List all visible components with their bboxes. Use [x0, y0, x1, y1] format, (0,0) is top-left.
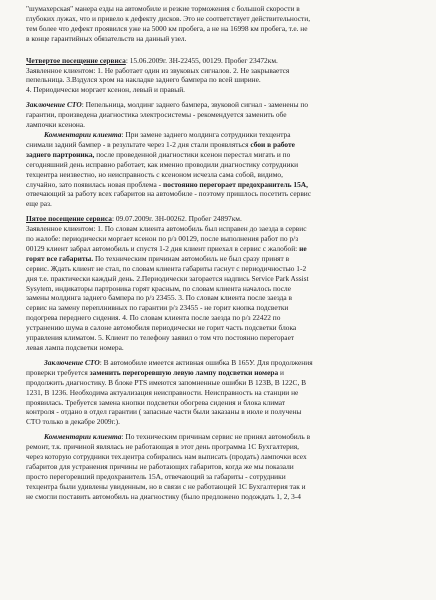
text-line: гарантии, произведена диагностика электросистемы - рекомендуется заменить обе [26, 110, 287, 120]
visit-details: : 15.06.2009г. ЗН-22455, 00129. Пробег 23472км. [125, 55, 278, 65]
text-line: техцентра неизвестно, но неисправность с ксеноном исчезла сама собой, видимо, [26, 169, 283, 179]
text-line: контроля - отдано в отдел гарантии ( запасные части были заказаны в июле и получены [26, 407, 302, 417]
text-line: управления климатом. 5. Клиент по телефону заявил о том что постоянно перегорает [26, 333, 295, 343]
text-line: глубоких лужах, что и привело к дефекту дисков. Это не соответствует действительности, [26, 13, 311, 23]
comments-label: Комментарии клиента [44, 129, 122, 139]
text-line: лампочки ксенона. [26, 120, 86, 130]
text-line: Sysytem, индикаторы партроника горят красным, по словам клиента началось после [26, 283, 292, 293]
comments-label: Комментарии клиента [44, 432, 122, 442]
text-line: устранению шума в салоне автомобиля периодически не горит часть подсветки блока [26, 323, 297, 333]
client-comments-2 [26, 432, 416, 501]
service-conclusion-2 [26, 358, 416, 427]
text-line: по жалобе: периодически моргает ксенон по р/з 00129, после выполнения работ по р/з [26, 234, 299, 244]
text-line: : При замене заднего молдинга сотрудники техцентра [121, 129, 291, 139]
text-line: проявилась. Требуется замена кнопки подсветки обогрева сидения и блока климат [26, 397, 286, 407]
text-line: отвечающий за работу всех габаритов на автомобиле - поэтому пришлось посетить сервис [26, 189, 312, 199]
text-line: сервис на замену переплнивных по гарантии р/з 23455 - не горит кнопка подсветки [26, 303, 289, 313]
emphasis-text: заднего партроника, [26, 149, 95, 159]
text-line: СТО только в декабре 2009г.). [26, 417, 120, 427]
emphasis-text: не [299, 243, 307, 253]
text-line: снимали задний бампер - в результате через 1-2 дня стали проявляться [26, 139, 251, 149]
emphasis-text: заменить перегоревшую левую лампу подсветки номера [89, 367, 279, 377]
text-line: Заявленное клиентом: 1. Не работает один из звуковых сигналов. 2. Не закрывается [26, 65, 290, 75]
text-line: случайно, зато появилась новая проблема - [26, 179, 163, 189]
text-line: в конце гарантийных обязательств на данный узел. [26, 33, 187, 43]
text-line: ремонт, т.к. причиной являлась не работающая в этот день программа 1С Бухгалтерия, [26, 442, 300, 452]
fourth-visit-section [26, 56, 416, 96]
visit-details: : 09.07.2009г. ЗН-00262. Пробег 24897км. [111, 214, 242, 224]
intro-paragraph [26, 4, 416, 44]
emphasis-text: горят все габариты. [26, 253, 94, 263]
text-line: 00129 клиент забрал автомобиль и спустя 1-2 дня клиент приехал в сервис с жалобой: [26, 243, 300, 253]
text-line: просто перегоревший предохранитель 15А, отвечающий за габариты - сотрудники [26, 471, 286, 481]
text-line: еще раз. [26, 199, 52, 209]
text-line: после проведенной диагностики ксенон перестал мигать и по [94, 149, 291, 159]
text-line: "шумахерская" манера езды на автомобиле и резкие торможения с большой скорости в [26, 4, 300, 13]
emphasis-text: постоянно перегорает предохранитель 15А, [163, 179, 308, 189]
text-line: сегодняшний день исправно работает, как именно проводили диагностику сотрудники [26, 159, 299, 169]
text-line: 4. Периодически моргает ксенон, левый и правый. [26, 85, 186, 95]
text-line: : Пепельница, молдинг заднего бампера, звуковой сигнал - заменены по [81, 100, 309, 110]
fifth-visit-section [26, 214, 416, 353]
text-line: : В автомобиле имеется активная ошибка В 165У. Для продолжения [99, 357, 313, 367]
text-line: 1231, В 1236. Необходима актуализация неисправности. Неисправность на станции не [26, 387, 299, 397]
text-line: габаритов для устранения причины не работающих габаритов, когда же мы показали [26, 461, 294, 471]
text-line: техцентра были удивлены увиденным, но в связи с не работающей 1С Бухгалтерия так и [26, 481, 306, 491]
client-comments-1 [26, 130, 416, 209]
text-line: замены молдинга заднего бампера по р/з 23455. 3. По словам клиента после заезда в [26, 293, 292, 303]
text-line: продолжить диагностику. В блоке PTS имеются запомненные ошибки В 123В, В 122С, В [26, 377, 307, 387]
text-line: подогрева переднего сидения. 4. По словам клиента после заезда по р/з 22422 по [26, 313, 281, 323]
text-line: сервис. Ждать клиент не стал, по словам клиента габариты гаснут с периодичностью 1-2 [26, 263, 307, 273]
text-line: тем более что дефект проявился уже на 5000 км пробега, а не на 16998 км пробега, т.е. не [26, 23, 308, 33]
text-line: не смогли поставить автомобиль на диагностику (было предложено подождать 1, 2, 3-4 [26, 491, 301, 501]
emphasis-text: сбои в работе [250, 139, 295, 149]
text-line: пепельница. 3.Вздулся хром на накладке заднего бампера по всей ширине. [26, 75, 261, 85]
text-line: Заявленное клиентом: 1. По словам клиента автомобиль был исправен до заезда в сервис [26, 224, 307, 234]
text-line: и [278, 367, 284, 377]
conclusion-label: Заключение СТО [26, 100, 82, 110]
service-conclusion-1 [26, 100, 416, 130]
text-line: через которую сотрудники тех.центра собирались нам выписать (продать) лампочки всех [26, 452, 307, 462]
conclusion-label: Заключение СТО [44, 357, 100, 367]
text-line: По техническим причинам автомобиль не был сразу принят в [93, 253, 290, 263]
text-line: : По техническим причинам сервис не принял автомобиль в [121, 432, 311, 442]
section-heading: Пятое посещение сервиса [26, 214, 112, 224]
text-line: проверки требуется [26, 367, 90, 377]
text-line: левая лампа подсветки номера. [26, 343, 124, 352]
section-heading: Четвертое посещение сервиса [26, 55, 126, 65]
text-line: дня т.е. практически каждый день. 2.Периодически загорается надпись Service Park Assist [26, 273, 309, 283]
